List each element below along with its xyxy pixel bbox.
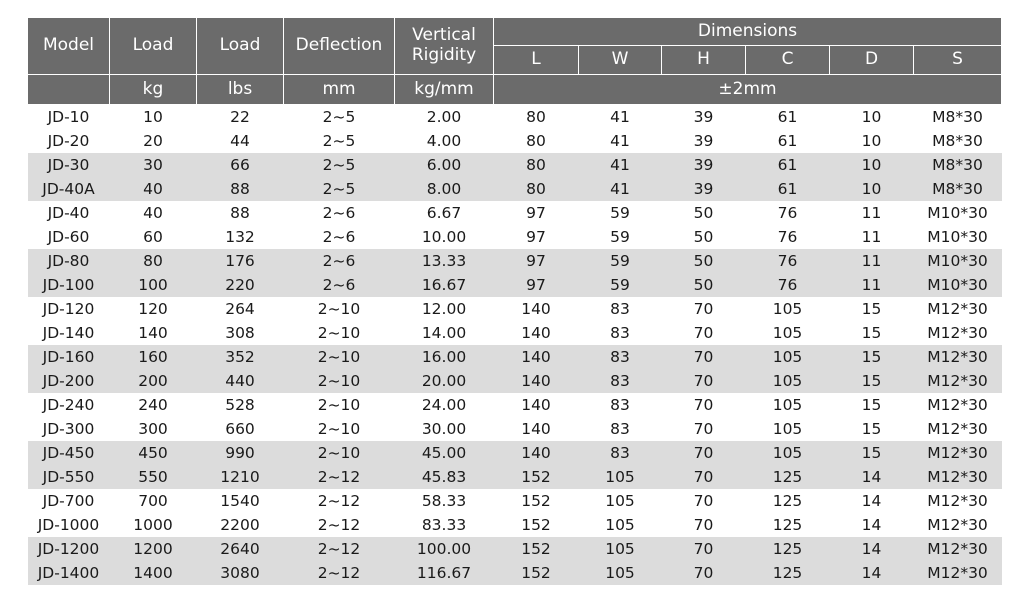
table-row: [28, 177, 1002, 201]
cell-deflection: 2~10: [284, 369, 395, 393]
table-row: [28, 105, 1002, 130]
cell-dim-l: 140: [494, 441, 579, 465]
cell-rigidity: 16.00: [395, 345, 494, 369]
cell-dim-h: 70: [693, 300, 714, 318]
table-row: [28, 345, 1002, 369]
cell-dim-d: 11: [830, 249, 914, 273]
cell-dim-s: M10*30: [927, 228, 988, 246]
cell-dim-d: 10: [861, 132, 882, 150]
cell-dim-h: 70: [693, 420, 714, 438]
header-load-lbs: Load: [197, 18, 284, 75]
cell-dim-w: 41: [579, 153, 662, 177]
cell-dim-s: M10*30: [914, 273, 1002, 297]
unit-rigidity: kg/mm: [395, 75, 494, 105]
cell-model: JD-30: [28, 153, 110, 177]
cell-model: JD-120: [42, 300, 95, 318]
cell-dim-l: 140: [521, 300, 551, 318]
cell-dim-w: 105: [579, 465, 662, 489]
cell-deflection: 2~12: [317, 516, 361, 534]
header-dimensions: Dimensions: [494, 18, 1002, 46]
cell-rigidity: 100.00: [395, 537, 494, 561]
cell-dim-l: 97: [526, 228, 546, 246]
cell-dim-h: 50: [662, 273, 746, 297]
cell-model: JD-40A: [28, 177, 110, 201]
cell-dim-c: 125: [746, 561, 830, 585]
table-row: [28, 369, 1002, 393]
cell-load-lbs: 264: [225, 300, 255, 318]
cell-dim-s: M12*30: [927, 492, 988, 510]
cell-dim-l: 140: [521, 420, 551, 438]
cell-rigidity: 12.00: [421, 300, 467, 318]
cell-rigidity: 83.33: [421, 516, 467, 534]
cell-dim-l: 140: [521, 396, 551, 414]
cell-dim-s: M8*30: [932, 132, 983, 150]
cell-dim-l: 80: [494, 177, 579, 201]
cell-load-kg: 300: [138, 420, 168, 438]
cell-model: JD-1000: [37, 516, 100, 534]
cell-dim-c: 61: [746, 153, 830, 177]
cell-dim-d: 10: [861, 108, 882, 126]
cell-load-kg: 100: [110, 273, 197, 297]
cell-model: JD-200: [28, 369, 110, 393]
cell-deflection: 2~5: [284, 153, 395, 177]
cell-dim-w: 83: [579, 369, 662, 393]
cell-dim-w: 41: [610, 132, 630, 150]
cell-deflection: 2~12: [284, 465, 395, 489]
cell-dim-c: 76: [777, 204, 798, 222]
cell-load-lbs: 88: [197, 177, 284, 201]
unit-load-kg: kg: [110, 75, 197, 105]
cell-dim-s: M8*30: [914, 153, 1002, 177]
cell-dim-l: 80: [526, 108, 546, 126]
header-dim-c: C: [746, 46, 830, 75]
cell-dim-d: 14: [861, 516, 882, 534]
cell-dim-d: 14: [830, 561, 914, 585]
cell-dim-c: 125: [772, 492, 803, 510]
table-row: [28, 321, 1002, 345]
cell-load-lbs: 132: [225, 228, 255, 246]
cell-model: JD-10: [47, 108, 90, 126]
cell-dim-w: 83: [579, 345, 662, 369]
cell-dim-c: 105: [772, 300, 803, 318]
cell-dim-c: 61: [777, 108, 798, 126]
cell-rigidity: 8.00: [395, 177, 494, 201]
cell-dim-c: 125: [746, 465, 830, 489]
cell-dim-d: 10: [830, 177, 914, 201]
cell-load-kg: 160: [110, 345, 197, 369]
table-row: [28, 249, 1002, 273]
cell-dim-w: 105: [579, 561, 662, 585]
cell-load-kg: 450: [110, 441, 197, 465]
header-dim-w: W: [579, 46, 662, 75]
cell-load-kg: 120: [138, 300, 168, 318]
cell-dim-l: 80: [526, 132, 546, 150]
cell-dim-h: 70: [693, 396, 714, 414]
cell-deflection: 2~5: [322, 132, 356, 150]
cell-load-lbs: 440: [197, 369, 284, 393]
cell-dim-w: 83: [610, 396, 630, 414]
cell-dim-c: 61: [777, 132, 798, 150]
cell-load-kg: 1400: [110, 561, 197, 585]
cell-dim-w: 59: [610, 228, 630, 246]
cell-deflection: 2~6: [322, 204, 356, 222]
cell-dim-s: M12*30: [927, 396, 988, 414]
cell-load-lbs: 1540: [220, 492, 260, 510]
cell-dim-d: 15: [830, 369, 914, 393]
cell-load-kg: 30: [110, 153, 197, 177]
cell-load-kg: 80: [110, 249, 197, 273]
table-row: [28, 225, 1002, 249]
cell-model: JD-450: [28, 441, 110, 465]
table-header: [28, 18, 1002, 105]
cell-dim-h: 70: [693, 492, 714, 510]
cell-dim-d: 11: [861, 204, 882, 222]
cell-deflection: 2~10: [317, 324, 361, 342]
cell-deflection: 2~12: [284, 561, 395, 585]
cell-dim-d: 15: [861, 420, 882, 438]
unit-dimensions: ±2mm: [494, 75, 1002, 105]
cell-model: JD-160: [28, 345, 110, 369]
cell-load-lbs: 1210: [197, 465, 284, 489]
cell-dim-h: 39: [662, 177, 746, 201]
table-row: [28, 513, 1002, 537]
cell-rigidity: 16.67: [395, 273, 494, 297]
cell-dim-s: M12*30: [927, 420, 988, 438]
cell-dim-w: 59: [610, 204, 630, 222]
cell-rigidity: 20.00: [395, 369, 494, 393]
cell-deflection: 2~6: [284, 273, 395, 297]
cell-dim-l: 152: [494, 561, 579, 585]
cell-dim-h: 70: [662, 465, 746, 489]
cell-dim-d: 14: [830, 465, 914, 489]
table-row: [28, 153, 1002, 177]
header-dim-h: H: [662, 46, 746, 75]
spec-table: [27, 17, 1002, 585]
cell-dim-w: 59: [579, 249, 662, 273]
cell-dim-h: 70: [662, 369, 746, 393]
cell-load-lbs: 44: [230, 132, 250, 150]
table-row: [28, 537, 1002, 561]
cell-model: JD-40: [47, 204, 90, 222]
header-vertical-rigidity: Vertical Rigidity: [395, 18, 494, 75]
table-row: [28, 441, 1002, 465]
cell-model: JD-700: [42, 492, 95, 510]
cell-load-lbs: 22: [230, 108, 250, 126]
cell-deflection: 2~10: [284, 345, 395, 369]
cell-dim-c: 125: [772, 516, 803, 534]
cell-dim-d: 15: [861, 300, 882, 318]
cell-dim-d: 15: [830, 441, 914, 465]
cell-dim-h: 50: [693, 204, 714, 222]
cell-model: JD-1400: [28, 561, 110, 585]
cell-rigidity: 30.00: [421, 420, 467, 438]
unit-model-blank: [28, 75, 110, 105]
cell-dim-h: 70: [662, 561, 746, 585]
cell-dim-w: 59: [579, 273, 662, 297]
header-deflection: Deflection: [284, 18, 395, 75]
cell-dim-c: 105: [746, 345, 830, 369]
cell-deflection: 2~6: [322, 228, 356, 246]
header-load-kg: Load: [110, 18, 197, 75]
cell-dim-h: 70: [662, 345, 746, 369]
cell-dim-s: M12*30: [914, 561, 1002, 585]
cell-load-kg: 40: [143, 204, 163, 222]
cell-dim-w: 105: [579, 537, 662, 561]
cell-dim-h: 70: [693, 516, 714, 534]
cell-rigidity: 13.33: [395, 249, 494, 273]
cell-dim-d: 15: [861, 324, 882, 342]
cell-dim-l: 152: [494, 537, 579, 561]
cell-dim-d: 10: [830, 153, 914, 177]
cell-load-lbs: 3080: [197, 561, 284, 585]
cell-dim-c: 76: [746, 273, 830, 297]
cell-dim-c: 105: [772, 324, 803, 342]
cell-dim-d: 15: [830, 345, 914, 369]
cell-dim-s: M12*30: [914, 369, 1002, 393]
cell-dim-s: M8*30: [932, 108, 983, 126]
table-row: [28, 489, 1002, 513]
cell-load-kg: 200: [110, 369, 197, 393]
cell-rigidity: 2.00: [426, 108, 462, 126]
cell-dim-w: 83: [579, 441, 662, 465]
cell-load-lbs: 990: [197, 441, 284, 465]
cell-load-kg: 1200: [110, 537, 197, 561]
cell-load-kg: 700: [138, 492, 168, 510]
cell-dim-d: 15: [861, 396, 882, 414]
cell-dim-h: 70: [662, 537, 746, 561]
cell-dim-s: M12*30: [927, 324, 988, 342]
header-dim-d: D: [830, 46, 914, 75]
cell-load-lbs: 220: [197, 273, 284, 297]
cell-load-lbs: 660: [225, 420, 255, 438]
header-dim-s: S: [914, 46, 1002, 75]
cell-dim-l: 140: [494, 345, 579, 369]
cell-dim-d: 14: [830, 537, 914, 561]
cell-load-kg: 20: [143, 132, 163, 150]
cell-model: JD-240: [42, 396, 95, 414]
cell-deflection: 2~10: [317, 396, 361, 414]
cell-load-lbs: 352: [197, 345, 284, 369]
cell-dim-h: 39: [662, 153, 746, 177]
cell-rigidity: 14.00: [421, 324, 467, 342]
cell-load-lbs: 66: [197, 153, 284, 177]
cell-load-lbs: 2640: [197, 537, 284, 561]
cell-model: JD-550: [28, 465, 110, 489]
table-body: [28, 105, 1002, 586]
cell-dim-c: 61: [746, 177, 830, 201]
cell-dim-c: 105: [746, 369, 830, 393]
unit-deflection: mm: [284, 75, 395, 105]
header-model: Model: [28, 18, 110, 75]
cell-dim-l: 97: [494, 249, 579, 273]
cell-rigidity: 58.33: [421, 492, 467, 510]
cell-rigidity: 45.83: [395, 465, 494, 489]
cell-rigidity: 4.00: [426, 132, 462, 150]
cell-load-lbs: 176: [197, 249, 284, 273]
cell-load-kg: 240: [138, 396, 168, 414]
cell-load-kg: 1000: [133, 516, 173, 534]
cell-deflection: 2~10: [284, 441, 395, 465]
cell-dim-l: 152: [521, 492, 551, 510]
cell-model: JD-20: [47, 132, 90, 150]
cell-dim-h: 39: [693, 132, 714, 150]
cell-dim-d: 11: [830, 273, 914, 297]
cell-model: JD-80: [28, 249, 110, 273]
table-row: [28, 129, 1002, 153]
cell-deflection: 2~12: [317, 492, 361, 510]
header-dim-l: L: [494, 46, 579, 75]
cell-dim-c: 105: [772, 420, 803, 438]
cell-dim-w: 105: [605, 492, 635, 510]
cell-deflection: 2~5: [322, 108, 356, 126]
cell-dim-s: M12*30: [914, 537, 1002, 561]
cell-deflection: 2~10: [317, 300, 361, 318]
cell-dim-w: 83: [610, 324, 630, 342]
table-row: [28, 465, 1002, 489]
cell-model: JD-140: [42, 324, 95, 342]
cell-model: JD-1200: [28, 537, 110, 561]
cell-deflection: 2~12: [284, 537, 395, 561]
cell-model: JD-300: [42, 420, 95, 438]
cell-load-lbs: 88: [230, 204, 250, 222]
cell-rigidity: 24.00: [421, 396, 467, 414]
cell-dim-w: 83: [610, 420, 630, 438]
cell-dim-w: 41: [579, 177, 662, 201]
cell-dim-h: 50: [662, 249, 746, 273]
cell-load-kg: 550: [110, 465, 197, 489]
cell-dim-s: M8*30: [914, 177, 1002, 201]
cell-dim-d: 14: [861, 492, 882, 510]
cell-dim-h: 50: [693, 228, 714, 246]
table-row: [28, 273, 1002, 297]
spec-table-container: [27, 17, 1001, 585]
table-row: [28, 201, 1002, 225]
cell-dim-s: M12*30: [914, 345, 1002, 369]
table-row: [28, 297, 1002, 321]
cell-dim-l: 97: [494, 273, 579, 297]
cell-dim-w: 41: [610, 108, 630, 126]
cell-dim-l: 140: [494, 369, 579, 393]
cell-rigidity: 6.67: [426, 204, 462, 222]
cell-dim-l: 152: [494, 465, 579, 489]
cell-dim-l: 80: [494, 153, 579, 177]
cell-load-kg: 60: [143, 228, 163, 246]
cell-dim-l: 152: [521, 516, 551, 534]
cell-load-kg: 10: [143, 108, 163, 126]
cell-dim-s: M12*30: [927, 516, 988, 534]
cell-dim-s: M12*30: [914, 465, 1002, 489]
cell-dim-h: 39: [693, 108, 714, 126]
cell-dim-c: 105: [772, 396, 803, 414]
cell-load-kg: 140: [138, 324, 168, 342]
unit-load-lbs: lbs: [197, 75, 284, 105]
cell-dim-d: 11: [861, 228, 882, 246]
cell-model: JD-60: [47, 228, 90, 246]
cell-deflection: 2~6: [284, 249, 395, 273]
cell-dim-h: 70: [693, 324, 714, 342]
cell-rigidity: 45.00: [395, 441, 494, 465]
cell-dim-c: 105: [746, 441, 830, 465]
cell-dim-c: 76: [777, 228, 798, 246]
cell-load-lbs: 2200: [220, 516, 260, 534]
cell-dim-w: 83: [610, 300, 630, 318]
cell-dim-s: M12*30: [914, 441, 1002, 465]
table-row: [28, 417, 1002, 441]
cell-dim-h: 70: [662, 441, 746, 465]
cell-load-lbs: 308: [225, 324, 255, 342]
table-row: [28, 393, 1002, 417]
cell-load-kg: 40: [110, 177, 197, 201]
cell-dim-s: M12*30: [927, 300, 988, 318]
cell-load-lbs: 528: [225, 396, 255, 414]
cell-dim-c: 76: [746, 249, 830, 273]
cell-rigidity: 6.00: [395, 153, 494, 177]
cell-dim-c: 125: [746, 537, 830, 561]
cell-rigidity: 10.00: [421, 228, 467, 246]
cell-model: JD-100: [28, 273, 110, 297]
cell-dim-s: M10*30: [914, 249, 1002, 273]
cell-deflection: 2~10: [317, 420, 361, 438]
cell-dim-s: M10*30: [927, 204, 988, 222]
cell-deflection: 2~5: [284, 177, 395, 201]
cell-dim-l: 97: [526, 204, 546, 222]
cell-dim-l: 140: [521, 324, 551, 342]
cell-rigidity: 116.67: [395, 561, 494, 585]
table-row: [28, 561, 1002, 585]
cell-dim-w: 105: [605, 516, 635, 534]
